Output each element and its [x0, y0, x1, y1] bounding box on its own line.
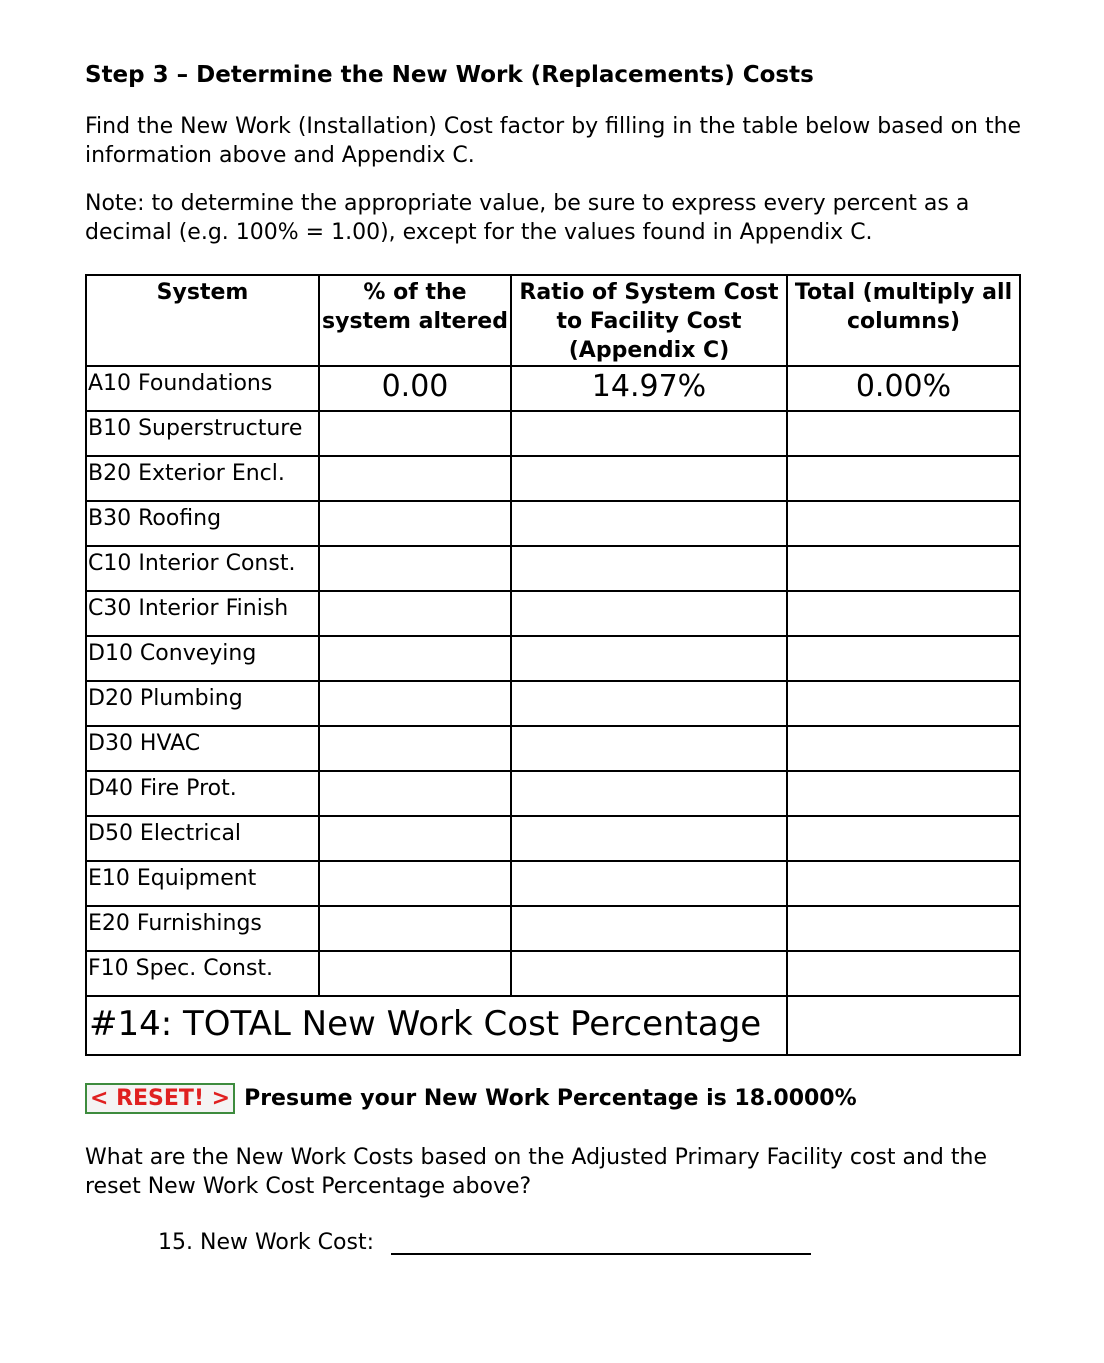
answer-label: 15. New Work Cost: [158, 1230, 374, 1255]
system-name-cell: B30 Roofing [86, 501, 319, 546]
total-cell[interactable] [787, 771, 1020, 816]
table-row [86, 861, 1020, 906]
percent-altered-cell[interactable] [319, 636, 511, 681]
total-cell[interactable] [787, 411, 1020, 456]
table-row [86, 906, 1020, 951]
system-name-cell: B10 Superstructure [86, 411, 319, 456]
reset-button[interactable]: < RESET! > [85, 1083, 235, 1114]
total-cell[interactable] [787, 816, 1020, 861]
system-name-cell: D40 Fire Prot. [86, 771, 319, 816]
percent-altered-cell[interactable] [319, 546, 511, 591]
system-name-cell: D20 Plumbing [86, 681, 319, 726]
ratio-cell[interactable] [511, 456, 787, 501]
table-row [86, 456, 1020, 501]
ratio-cell[interactable] [511, 411, 787, 456]
percent-altered-cell[interactable] [319, 411, 511, 456]
percent-altered-cell[interactable] [319, 456, 511, 501]
ratio-cell[interactable] [511, 501, 787, 546]
percent-altered-cell[interactable] [319, 816, 511, 861]
table-row [86, 951, 1020, 996]
ratio-cell[interactable] [511, 951, 787, 996]
answer-line [158, 1229, 811, 1255]
note-paragraph: Note: to determine the appropriate value, be sure to express every percent as a decimal (e.g. 100% = 1.00), except for the values found in Appendix C. [85, 191, 970, 245]
total-cell[interactable] [787, 501, 1020, 546]
total-cell[interactable] [787, 636, 1020, 681]
percent-altered-cell[interactable] [319, 771, 511, 816]
system-name-cell: B20 Exterior Encl. [86, 456, 319, 501]
total-row [86, 996, 1020, 1055]
total-cell[interactable] [787, 726, 1020, 771]
table-body [86, 366, 1020, 996]
table-row [86, 411, 1020, 456]
table-row [86, 636, 1020, 681]
ratio-cell[interactable] [511, 816, 787, 861]
table-row [86, 771, 1020, 816]
ratio-cell[interactable] [511, 726, 787, 771]
table-row [86, 681, 1020, 726]
system-name-cell: F10 Spec. Const. [86, 951, 319, 996]
percent-altered-cell[interactable]: 0.00 [319, 366, 511, 411]
table-row [86, 726, 1020, 771]
total-cell[interactable]: 0.00% [787, 366, 1020, 411]
header-total: Total (multiply all columns) [787, 275, 1020, 366]
system-name-cell: D50 Electrical [86, 816, 319, 861]
ratio-cell[interactable]: 14.97% [511, 366, 787, 411]
total-label: #14: TOTAL New Work Cost Percentage [86, 996, 787, 1055]
system-name-cell: E20 Furnishings [86, 906, 319, 951]
header-ratio: Ratio of System Cost to Facility Cost (Appendix C) [511, 275, 787, 366]
percent-altered-cell[interactable] [319, 906, 511, 951]
new-work-cost-table [85, 274, 1021, 1056]
table-row [86, 501, 1020, 546]
percent-altered-cell[interactable] [319, 591, 511, 636]
table-row [86, 816, 1020, 861]
system-name-cell: A10 Foundations [86, 366, 319, 411]
instructions-paragraph: Find the New Work (Installation) Cost factor by filling in the table below based on the information above and Appendix C. [85, 114, 1022, 168]
ratio-cell[interactable] [511, 546, 787, 591]
total-cell[interactable] [787, 456, 1020, 501]
total-cell[interactable] [787, 906, 1020, 951]
system-name-cell: D10 Conveying [86, 636, 319, 681]
ratio-cell[interactable] [511, 591, 787, 636]
header-percent-altered: % of the system altered [319, 275, 511, 366]
total-cell[interactable] [787, 861, 1020, 906]
header-system: System [86, 275, 319, 366]
ratio-cell[interactable] [511, 681, 787, 726]
system-name-cell: C30 Interior Finish [86, 591, 319, 636]
percent-altered-cell[interactable] [319, 726, 511, 771]
system-name-cell: C10 Interior Const. [86, 546, 319, 591]
total-cell[interactable] [787, 546, 1020, 591]
percent-altered-cell[interactable] [319, 501, 511, 546]
step-heading: Step 3 – Determine the New Work (Replacements) Costs [85, 62, 814, 88]
reset-line [85, 1083, 857, 1114]
ratio-cell[interactable] [511, 771, 787, 816]
percent-altered-cell[interactable] [319, 681, 511, 726]
new-work-cost-answer-field[interactable] [391, 1229, 811, 1255]
reset-percentage-text: Presume your New Work Percentage is 18.0000% [244, 1086, 857, 1111]
total-cell[interactable] [787, 951, 1020, 996]
table-row [86, 546, 1020, 591]
total-cell[interactable] [787, 681, 1020, 726]
total-value-cell[interactable] [787, 996, 1020, 1055]
table-header-row [86, 275, 1020, 366]
ratio-cell[interactable] [511, 636, 787, 681]
system-name-cell: E10 Equipment [86, 861, 319, 906]
ratio-cell[interactable] [511, 861, 787, 906]
percent-altered-cell[interactable] [319, 951, 511, 996]
table-row [86, 591, 1020, 636]
percent-altered-cell[interactable] [319, 861, 511, 906]
table-row [86, 366, 1020, 411]
ratio-cell[interactable] [511, 906, 787, 951]
system-name-cell: D30 HVAC [86, 726, 319, 771]
question-paragraph: What are the New Work Costs based on the Adjusted Primary Facility cost and the reset New Work Cost Percentage above? [85, 1145, 987, 1199]
total-cell[interactable] [787, 591, 1020, 636]
